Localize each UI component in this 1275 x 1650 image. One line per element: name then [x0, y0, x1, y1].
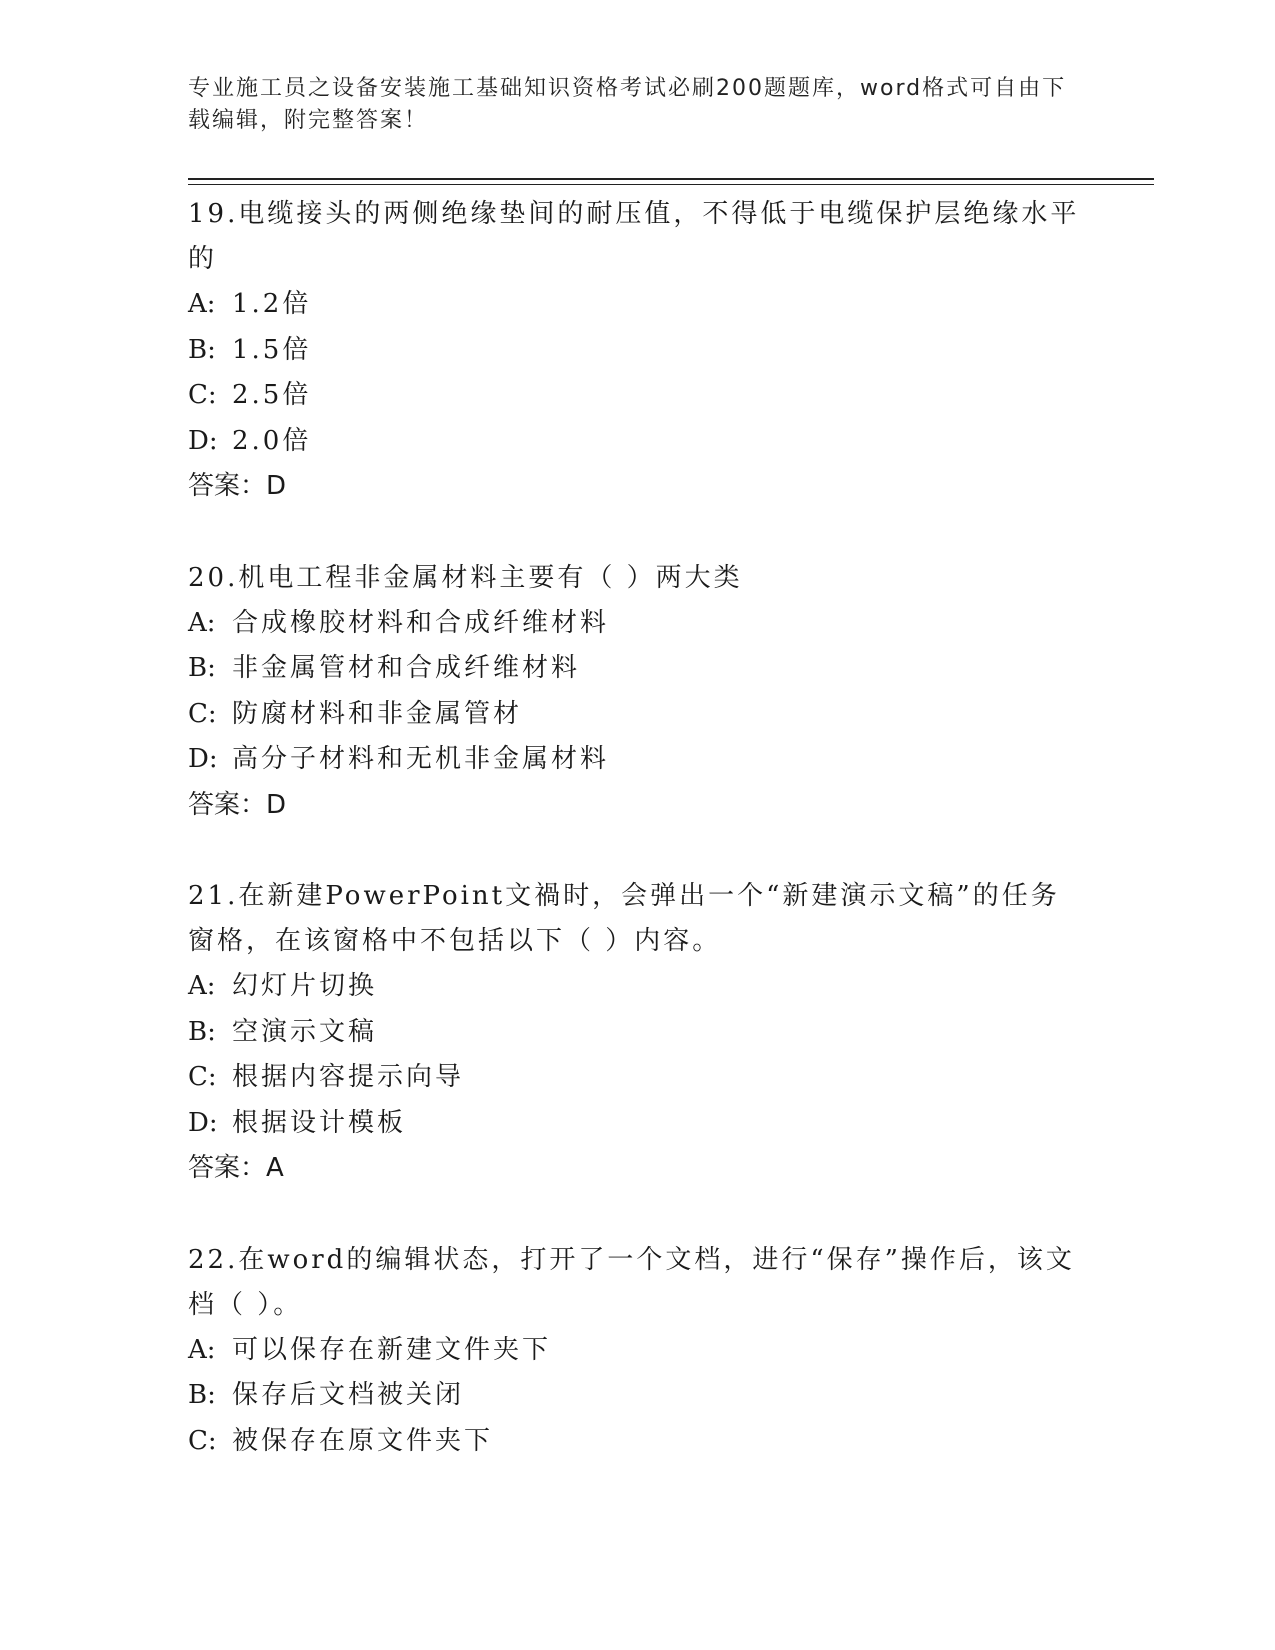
option-text: 高分子材料和无机非金属材料: [232, 744, 610, 774]
option-text: 被保存在原文件夹下: [232, 1425, 494, 1456]
option-b: [188, 1010, 1088, 1056]
option-c: [188, 373, 1088, 419]
option-key: C:: [188, 1425, 217, 1456]
option-text: 根据内容提示向导: [232, 1062, 465, 1092]
option-a: [188, 601, 1088, 647]
option-key: D:: [188, 744, 218, 774]
question-list: [188, 192, 1088, 1510]
option-d: [188, 737, 1088, 783]
option-key: A:: [188, 289, 216, 319]
header-rule-thin: [188, 184, 1154, 185]
answer-line: 答案：A: [188, 1153, 284, 1183]
option-a: [188, 282, 1088, 328]
option-a: [188, 1328, 1088, 1374]
document-header: 专业施工员之设备安装施工基础知识资格考试必刷200题题库，word格式可自由下载编辑，附完整答案！: [188, 76, 1067, 133]
option-key: B:: [188, 653, 216, 683]
option-text: 可以保存在新建文件夹下: [232, 1334, 552, 1365]
option-text: 防腐材料和非金属管材: [232, 698, 523, 729]
option-text: 1.5倍: [232, 334, 312, 365]
question-19: [188, 192, 1088, 510]
option-c: [188, 1419, 1088, 1465]
option-key: B:: [188, 1016, 216, 1047]
question-20: [188, 556, 1088, 829]
option-text: 非金属管材和合成纤维材料: [232, 653, 581, 683]
option-key: C:: [188, 1062, 217, 1092]
option-text: 2.5倍: [232, 380, 312, 410]
option-key: B:: [188, 334, 216, 365]
option-key: D:: [188, 1107, 218, 1138]
question-stem: 22.在word的编辑状态，打开了一个文档，进行“保存”操作后，该文档（ ）。: [188, 1244, 1075, 1320]
header-rule-thick: [188, 178, 1154, 180]
option-b: [188, 1373, 1088, 1419]
answer-line: 答案：D: [188, 789, 287, 820]
option-key: A:: [188, 971, 216, 1001]
question-21: [188, 874, 1088, 1192]
option-text: 2.0倍: [232, 425, 312, 456]
option-key: B:: [188, 1380, 216, 1410]
option-d: [188, 419, 1088, 465]
question-stem: 20.机电工程非金属材料主要有（ ）两大类: [188, 562, 743, 593]
option-text: 幻灯片切换: [232, 971, 378, 1001]
option-c: [188, 1055, 1088, 1101]
option-text: 根据设计模板: [232, 1107, 407, 1138]
option-key: A:: [188, 1334, 216, 1365]
option-b: [188, 646, 1088, 692]
option-text: 合成橡胶材料和合成纤维材料: [232, 607, 610, 638]
option-b: [188, 328, 1088, 374]
option-d: [188, 1101, 1088, 1147]
option-key: A:: [188, 607, 216, 638]
option-key: C:: [188, 380, 217, 410]
option-c: [188, 692, 1088, 738]
option-a: [188, 964, 1088, 1010]
option-text: 1.2倍: [232, 289, 312, 319]
option-text: 空演示文稿: [232, 1016, 378, 1047]
option-text: 保存后文档被关闭: [232, 1380, 465, 1410]
question-stem: 19.电缆接头的两侧绝缘垫间的耐压值，不得低于电缆保护层绝缘水平的: [188, 199, 1080, 274]
question-stem: 21.在新建PowerPoint文禍时，会弹出一个“新建演示文稿”的任务窗格，在该窗格中不包括以下（ ）内容。: [188, 881, 1060, 956]
question-22: [188, 1238, 1088, 1465]
option-key: D:: [188, 425, 218, 456]
option-key: C:: [188, 698, 217, 729]
answer-line: 答案：D: [188, 471, 287, 501]
